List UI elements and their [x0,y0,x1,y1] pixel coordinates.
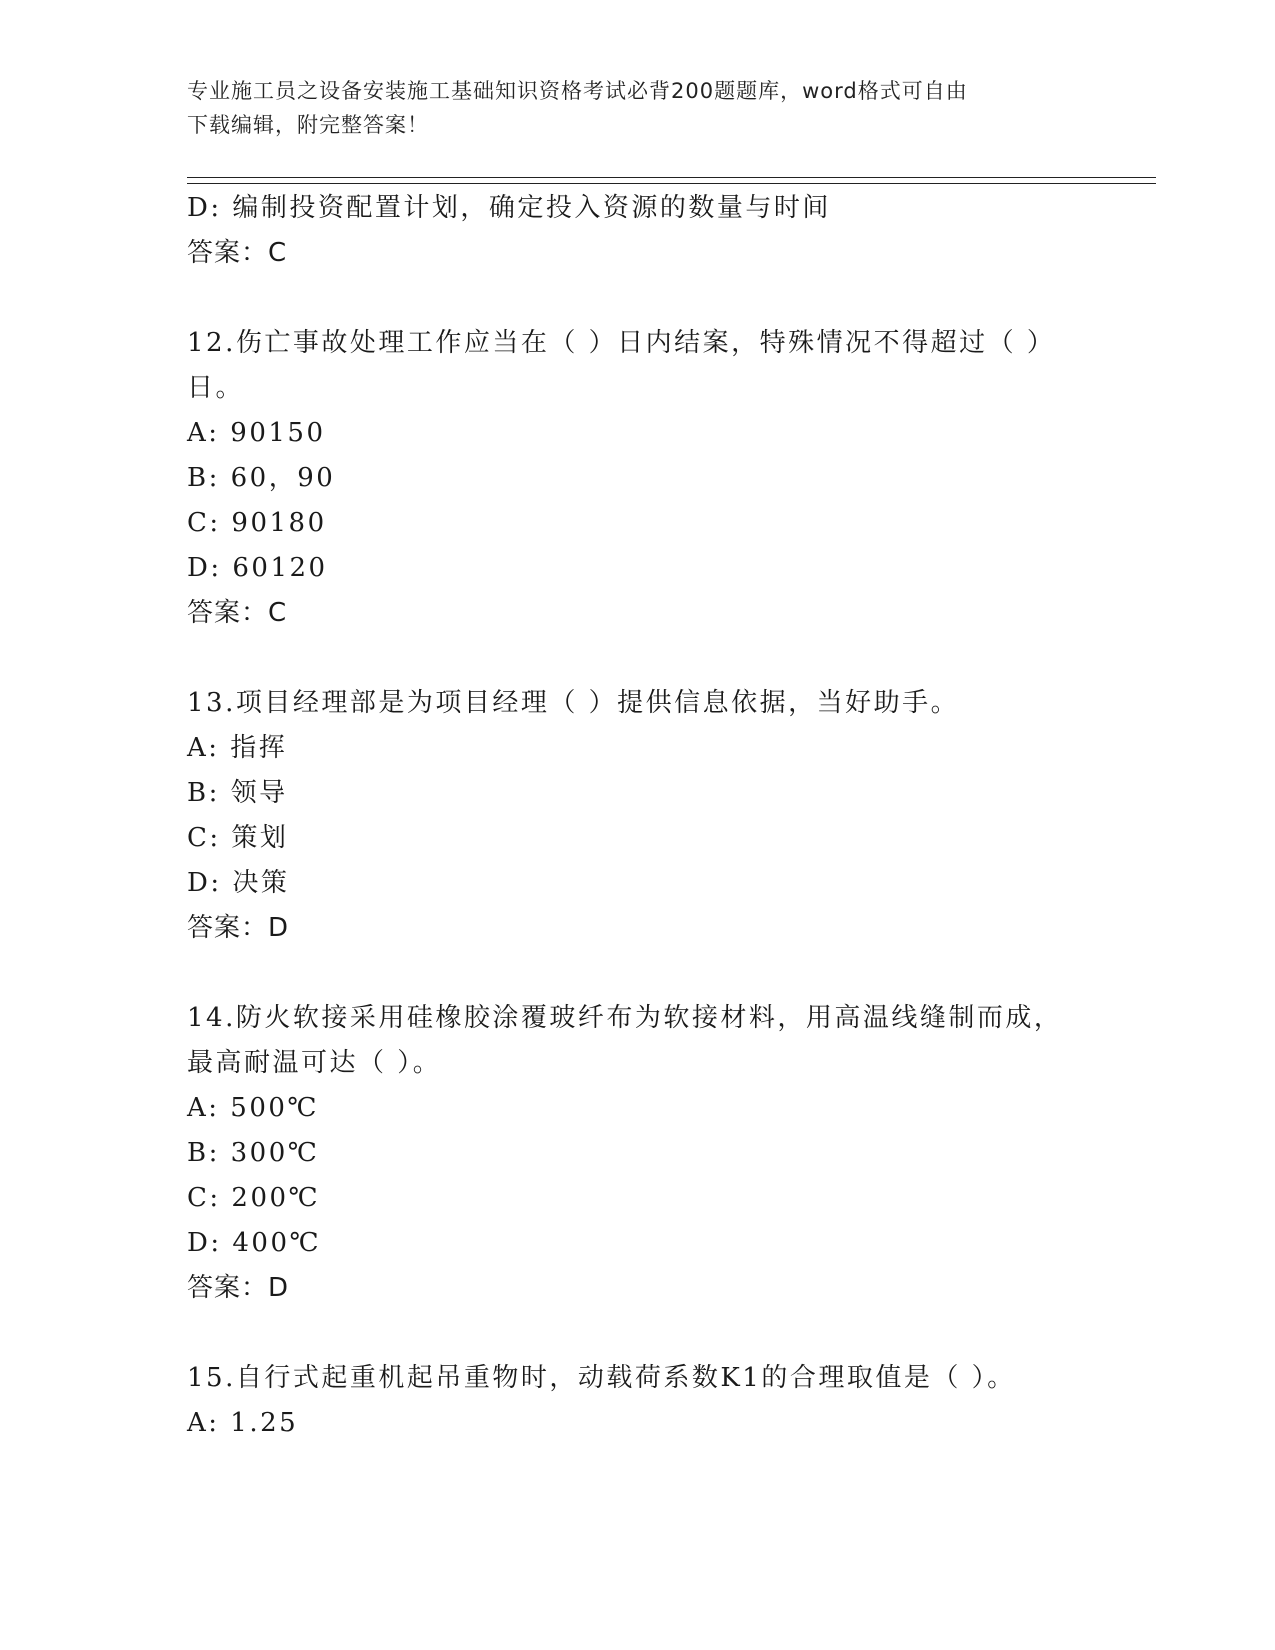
q12-answer: 答案：C [187,598,288,628]
q13-option-d: D: 决策 [187,868,290,898]
q13-option-a: A: 指挥 [187,733,288,763]
q14-option-d: D: 400℃ [187,1228,322,1258]
q14-option-a: A: 500℃ [187,1093,320,1123]
document-header [187,74,1067,142]
q12-option-a: A: 90150 [187,418,326,448]
header-rule-top [187,177,1156,178]
q14-option-c: C: 200℃ [187,1183,321,1213]
q15-question-line-1: 15.自行式起重机起吊重物时，动载荷系数K1的合理取值是（ ）。 [187,1363,1016,1393]
q12-option-d: D: 60120 [187,553,328,583]
q12-question-line-2: 日。 [187,373,245,403]
q12-question-line-1: 12.伤亡事故处理工作应当在（ ）日内结案，特殊情况不得超过（ ） [187,328,1056,358]
q14-question-line-2: 最高耐温可达（ ）。 [187,1048,442,1078]
q12-option-c: C: 90180 [187,508,327,538]
q14-option-b: B: 300℃ [187,1138,320,1168]
header-rule-bottom [187,183,1156,184]
q11-answer: 答案：C [187,238,288,268]
q13-question-line-1: 13.项目经理部是为项目经理（ ）提供信息依据，当好助手。 [187,688,960,718]
q14-answer: 答案：D [187,1273,290,1303]
q11-option-d: D: 编制投资配置计划，确定投入资源的数量与时间 [187,193,831,223]
header-line-2: 下载编辑，附完整答案！ [187,113,429,137]
q13-option-c: C: 策划 [187,823,289,853]
q12-option-b: B: 60，90 [187,463,336,493]
q13-option-b: B: 领导 [187,778,288,808]
q13-answer: 答案：D [187,913,290,943]
header-line-1: 专业施工员之设备安装施工基础知识资格考试必背200题题库，word格式可自由 [187,79,968,103]
q14-question-line-1: 14.防火软接采用硅橡胶涂覆玻纤布为软接材料，用高温线缝制而成， [187,1003,1063,1033]
q15-option-a: A: 1.25 [187,1408,299,1438]
